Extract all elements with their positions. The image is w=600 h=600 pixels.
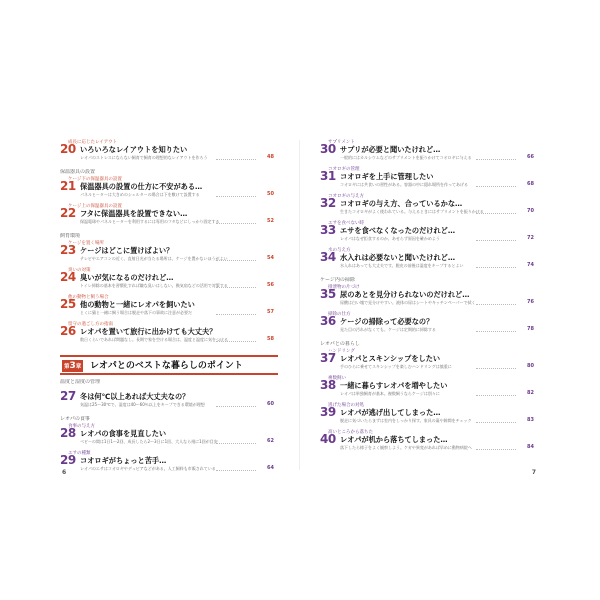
toc-entry-description: 落下したら様子をよく観察しよう。ケガや異変があれば早めに動物病院へ <box>340 445 472 450</box>
toc-list-left-bottom <box>60 379 278 478</box>
toc-entry-number: 38 <box>320 378 336 392</box>
toc-entry-description: とくに猫と一緒に飼う場合は脱走や落下の事故に注意が必要だ <box>80 310 192 315</box>
toc-entry-number: 40 <box>320 432 336 446</box>
toc-entry-number: 30 <box>320 142 336 156</box>
toc-entry-number: 37 <box>320 351 336 365</box>
toc-entry-title: レオパが机から落ちてしまった… <box>340 435 448 444</box>
toc-entry-page: 52 <box>267 218 274 224</box>
toc-entry-category: ケージ上の保温器具の設置 <box>68 204 122 209</box>
toc-entry-description: 水入れはあっても大丈夫です。脱皮の前後は湿度をキープするとよい <box>340 263 464 268</box>
toc-section-label: レオパとの暮らし <box>320 341 360 347</box>
toc-entry-page: 80 <box>527 363 534 369</box>
toc-list-right <box>320 140 538 457</box>
toc-entry-number: 29 <box>60 453 76 467</box>
toc-leader-dots <box>216 283 256 288</box>
toc-leader-dots <box>476 155 516 160</box>
toc-entry-number: 33 <box>320 223 336 237</box>
toc-entry-page: 78 <box>527 326 534 332</box>
toc-leader-dots <box>476 209 516 214</box>
toc-entry-category: コオロギの管理 <box>328 167 360 172</box>
toc-entry-description: 尿酸は白い塊で見分けやすい。液体の尿はシートやキッチンペーパーで拭く <box>340 300 476 305</box>
toc-entry-number: 39 <box>320 405 336 419</box>
toc-entry <box>320 167 538 194</box>
toc-leader-dots <box>476 391 516 396</box>
toc-leader-dots <box>216 192 256 197</box>
toc-entry-description: 見た目の汚れがなくても、ケージは定期的に掃除する <box>340 327 436 332</box>
toc-leader-dots <box>476 445 516 450</box>
toc-entry <box>320 376 538 403</box>
toc-section-label: レオパの食事 <box>60 416 90 422</box>
toc-entry-title: フタに保温器具を設置できない… <box>80 209 188 218</box>
toc-entry-page: 84 <box>527 444 534 450</box>
toc-entry-category: エサを食べない時 <box>328 221 364 226</box>
page-fold <box>299 140 300 470</box>
toc-entry-category: ハンドリング <box>328 349 355 354</box>
toc-entry-page: 54 <box>267 255 274 261</box>
toc-entry-category: ケージ下の保温器具の設置 <box>68 177 122 182</box>
toc-leader-dots <box>476 236 516 241</box>
toc-entry <box>60 424 278 451</box>
toc-entry <box>320 403 538 430</box>
chapter-title: レオパとのベストな暮らしのポイント <box>90 361 243 371</box>
toc-entry-category: エサの種類 <box>68 451 91 456</box>
toc-entry-number: 20 <box>60 142 76 156</box>
toc-entry-title: いろいろなレイアウトを知りたい <box>80 145 188 154</box>
toc-entry-title: レオパが逃げ出してしまった… <box>340 408 441 417</box>
page-number-left: 6 <box>62 469 67 476</box>
toc-entry-category: サプリメント <box>328 140 355 145</box>
toc-entry-page: 70 <box>527 208 534 214</box>
toc-entry-page: 58 <box>267 336 274 342</box>
toc-entry-title: コオロギの与え方、合っているかな… <box>340 199 463 208</box>
toc-entry-number: 32 <box>320 196 336 210</box>
toc-entry-title: 尿のあとを見分けられないのだけれど… <box>340 290 470 299</box>
toc-entry-title: 冬は何℃以上あれば大丈夫なの？ <box>80 392 190 401</box>
toc-entry-description: 保温電球やパネルヒーターを利用するには専用のフタなどにしっかり固定する <box>80 219 220 224</box>
toc-leader-dots <box>476 418 516 423</box>
toc-entry-page: 83 <box>527 417 534 423</box>
toc-entry <box>60 295 278 322</box>
toc-leader-dots <box>216 402 256 407</box>
toc-entry-category: 臭いの対策 <box>68 268 91 273</box>
toc-entry-title: 水入れは必要ないと聞いたけれど… <box>340 253 456 262</box>
toc-entry-category: 食事の与え方 <box>68 424 95 429</box>
toc-entry-description: コオロギには共食いの習性がある。容器の中に隠れ場所を作ってあげる <box>340 182 468 187</box>
toc-entry-title: コオロギがちょっと苦手… <box>80 456 167 465</box>
right-page <box>320 140 538 476</box>
toc-list-left-top <box>60 140 278 349</box>
toc-entry <box>60 140 278 167</box>
toc-entry-category: 留守の過ごし方の指南 <box>68 322 113 327</box>
toc-entry-title: ケージの掃除って必要なの？ <box>340 317 434 326</box>
toc-entry-category: 他の動物と飼う場合 <box>68 295 109 300</box>
toc-entry-page: 57 <box>267 309 274 315</box>
toc-entry-description: ベビーの間は1日1〜2回、成長したら2〜3日に1回、大人なら週に1回が目安 <box>80 439 218 444</box>
page-number-right: 7 <box>531 469 536 476</box>
toc-entry-page: 74 <box>527 262 534 268</box>
chapter-number: 3 <box>69 361 76 371</box>
toc-entry <box>320 140 538 167</box>
toc-entry <box>60 322 278 349</box>
toc-entry-category: ケージを置く場所 <box>68 241 104 246</box>
toc-entry-title: 臭いが気になるのだけれど… <box>80 273 174 282</box>
toc-entry <box>320 285 538 312</box>
toc-entry <box>320 312 538 339</box>
toc-entry <box>320 349 538 376</box>
toc-entry-number: 36 <box>320 314 336 328</box>
toc-entry-page: 64 <box>267 465 274 471</box>
toc-leader-dots <box>476 327 516 332</box>
toc-entry-title: 他の動物と一緒にレオパを飼いたい <box>80 300 195 309</box>
chapter-suffix: 章 <box>75 364 82 370</box>
toc-entry-description: 脱走に気づいたらまずは室内をしっかり探す。家具の裏や隙間をチェック <box>340 418 472 423</box>
toc-entry-page: 72 <box>527 235 534 241</box>
toc-entry-title: レオパとスキンシップをしたい <box>340 354 441 363</box>
toc-section-label: 温度と湿度の管理 <box>60 379 101 385</box>
toc-entry <box>320 221 538 248</box>
toc-leader-dots <box>476 364 516 369</box>
toc-leader-dots <box>216 155 256 160</box>
chapter-heading <box>60 355 278 375</box>
toc-entry-page: 56 <box>267 282 274 288</box>
toc-entry-description: 数日くらいであれば問題なし。長期で家を空ける場合は、温度と温度に気をつける <box>80 337 228 342</box>
toc-entry-category: 掃除の仕方 <box>328 312 351 317</box>
toc-entry-number: 27 <box>60 389 76 403</box>
toc-leader-dots <box>216 439 256 444</box>
toc-entry-description: トイレ掃除の基本を習慣化すれば嫌な臭いはしない。換気扇などの活用で対策する <box>80 283 228 288</box>
toc-entry-number: 28 <box>60 426 76 440</box>
toc-entry-title: エサを食べなくなったのだけれど… <box>340 226 456 235</box>
toc-leader-dots <box>216 466 256 471</box>
toc-entry-category: 複数飼い <box>328 376 346 381</box>
toc-entry-page: 60 <box>267 401 274 407</box>
toc-entry-number: 34 <box>320 250 336 264</box>
toc-entry-number: 26 <box>60 324 76 338</box>
toc-entry-title: レオパの食事を見直したい <box>80 429 167 438</box>
toc-entry-description: 生きたコオロギがよく使われている。与えるときにはサプリメントを振りかける <box>340 209 484 214</box>
toc-entry-category: 排泄物の片づけ <box>328 285 360 290</box>
toc-entry-page: 68 <box>527 181 534 187</box>
toc-section-label: 保温器具の設置 <box>60 169 96 175</box>
toc-entry <box>60 451 278 478</box>
toc-entry-page: 76 <box>527 299 534 305</box>
toc-entry-number: 31 <box>320 169 336 183</box>
toc-leader-dots <box>476 263 516 268</box>
toc-entry <box>60 268 278 295</box>
toc-section-label: 飼育環境 <box>60 233 81 239</box>
toc-entry <box>320 430 538 457</box>
toc-entry-page: 50 <box>267 191 274 197</box>
toc-entry-category: 高いところから落ちた <box>328 430 373 435</box>
toc-entry <box>60 241 278 268</box>
toc-entry <box>60 204 278 231</box>
toc-entry-title: ケージはどこに置けばよい？ <box>80 246 174 255</box>
toc-entry-category: 逃げた場合の対処 <box>328 403 364 408</box>
toc-entry-description: レオパのストレスにならない飼育で飼育の理想的なレイアウトを作ろう <box>80 155 208 160</box>
toc-entry-number: 25 <box>60 297 76 311</box>
toc-entry-description: 気温は25〜30℃で、湿度は40〜60％以上をキープできる環境が理想 <box>80 402 205 407</box>
toc-entry-page: 82 <box>527 390 534 396</box>
left-page <box>60 140 278 476</box>
toc-entry-description: レオパはなぜ拒食するのか、あせらず原因を確かめよう <box>340 236 440 241</box>
toc-entry-description: パネルヒーターは大きめのシェルターの場合は下を敷けて設置する <box>80 192 200 197</box>
toc-entry-number: 35 <box>320 287 336 301</box>
toc-entry-category: 成長に応じたレイアウト <box>68 140 118 145</box>
toc-leader-dots <box>216 256 256 261</box>
toc-entry-title: 保温器具の設置の仕方に不安がある… <box>80 182 203 191</box>
toc-entry-page: 48 <box>267 154 274 160</box>
toc-leader-dots <box>216 219 256 224</box>
toc-entry-title: レオパを置いて旅行に出かけても大丈夫？ <box>80 327 217 336</box>
toc-leader-dots <box>476 182 516 187</box>
toc-entry-page: 66 <box>527 154 534 160</box>
toc-entry-description: 一般的にはカルシウムなどのサプリメントを振りかけてコオロギに与える <box>340 155 472 160</box>
toc-leader-dots <box>476 300 516 305</box>
chapter-number-box <box>62 360 83 372</box>
toc-entry-number: 22 <box>60 206 76 220</box>
toc-entry-description: テレビやエアコンの近く、直射日光が当たる場所は、ケージを置かないほうがよい <box>80 256 228 261</box>
toc-entry-title: 一緒に暮らすレオパを増やしたい <box>340 381 448 390</box>
toc-entry-number: 23 <box>60 243 76 257</box>
toc-entry <box>320 248 538 275</box>
toc-entry-description: レオパは単独飼育が基本。複数飼うならケージは別々に <box>340 391 440 396</box>
chapter-prefix: 第 <box>64 364 70 370</box>
toc-entry-number: 21 <box>60 179 76 193</box>
toc-entry-category: コオロギの与え方 <box>328 194 364 199</box>
toc-entry-page: 62 <box>267 438 274 444</box>
toc-entry-number: 24 <box>60 270 76 284</box>
toc-entry-title: コオロギを上手に管理したい <box>340 172 434 181</box>
toc-entry-category: 水の与え方 <box>328 248 351 253</box>
toc-entry-description: レオパのエサはコオロギやデュビアなどがある。人工飼料も市販されている <box>80 466 216 471</box>
toc-entry <box>60 177 278 204</box>
toc-leader-dots <box>216 337 256 342</box>
toc-entry-description: 手のひらに乗せてスキンシップを楽しむハンドリングは慎重に <box>340 364 452 369</box>
toc-entry <box>320 194 538 221</box>
toc-entry <box>60 387 278 414</box>
toc-entry-title: サプリが必要と聞いたけれど… <box>340 145 441 154</box>
toc-section-label: ケージ内の掃除 <box>320 277 355 283</box>
toc-leader-dots <box>216 310 256 315</box>
